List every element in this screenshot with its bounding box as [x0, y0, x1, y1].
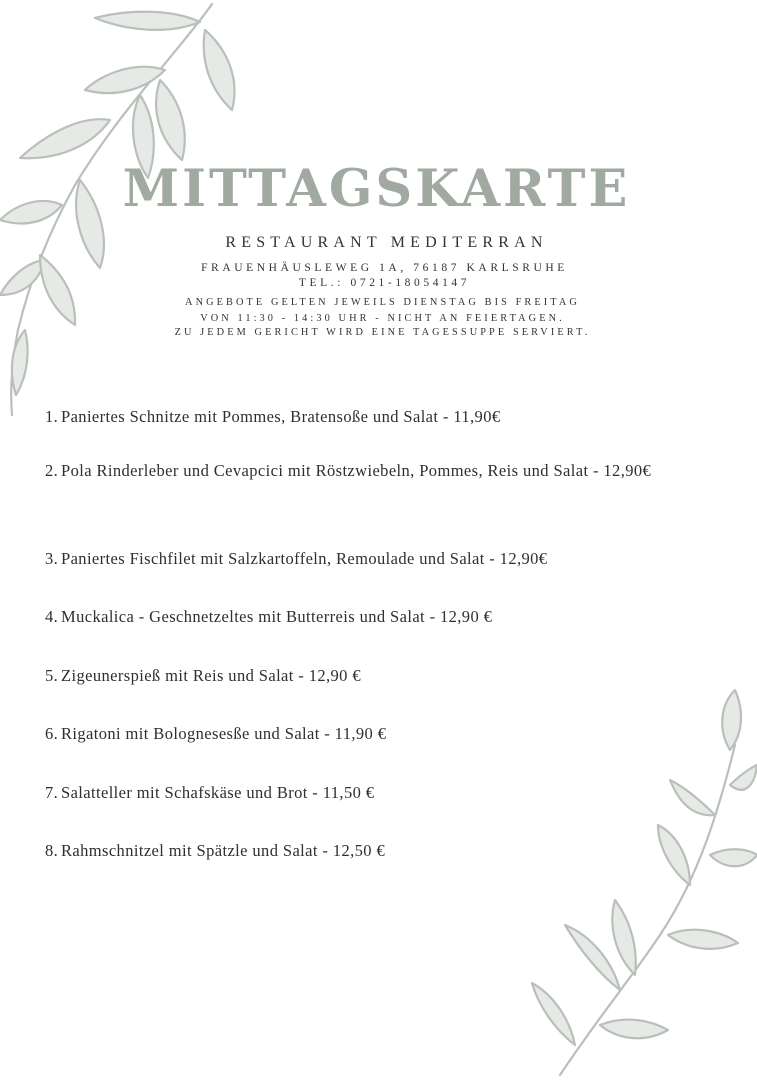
offer-notice-line-2: VON 11:30 - 14:30 UHR - NICHT AN FEIERTAGEN.	[200, 313, 565, 324]
menu-item-number: 4.	[45, 607, 59, 626]
menu-item	[45, 835, 725, 867]
menu-item-number: 8.	[45, 841, 59, 860]
offer-notice-line-3: ZU JEDEM GERICHT WIRD EINE TAGESSUPPE SERVIERT.	[174, 327, 591, 338]
menu-item-number: 2.	[45, 461, 59, 480]
menu-item-number: 6.	[45, 724, 59, 743]
menu-item-text: Rahmschnitzel mit Spätzle und Salat - 12,50 €	[61, 841, 386, 860]
menu-item-text: Zigeunerspieß mit Reis und Salat - 12,90 €	[61, 666, 362, 685]
menu-item-text: Paniertes Schnitze mit Pommes, Bratensoße und Salat - 11,90€	[61, 407, 501, 426]
page-title: MITTAGSKARTE	[122, 159, 631, 219]
restaurant-name: RESTAURANT MEDITERRAN	[225, 234, 548, 251]
menu-item-text: Muckalica - Geschnetzeltes mit Butterreis und Salat - 12,90 €	[61, 607, 493, 626]
menu-item-text: Rigatoni mit Bolognesesße und Salat - 11,90 €	[61, 724, 387, 743]
offer-notice-line-1: ANGEBOTE GELTEN JEWEILS DIENSTAG BIS FREITAG	[185, 297, 580, 308]
menu-item-text: Salatteller mit Schafskäse und Brot - 11,50 €	[61, 783, 375, 802]
menu-item	[45, 455, 725, 487]
menu-item-number: 7.	[45, 783, 59, 802]
menu-item	[45, 660, 725, 692]
menu-item-number: 3.	[45, 549, 59, 568]
menu-item	[45, 401, 725, 433]
menu-item	[45, 543, 725, 575]
menu-item-number: 1.	[45, 407, 59, 426]
menu-item	[45, 718, 725, 750]
menu-item-text: Pola Rinderleber und Cevapcici mit Röstzwiebeln, Pommes, Reis und Salat - 12,90€	[61, 461, 652, 480]
menu-item	[45, 601, 725, 633]
menu-item	[45, 777, 725, 809]
restaurant-phone: TEL.: 0721-18054147	[298, 277, 471, 289]
menu-item-text: Paniertes Fischfilet mit Salzkartoffeln, Remoulade und Salat - 12,90€	[61, 549, 548, 568]
menu-item-number: 5.	[45, 666, 59, 685]
restaurant-address: FRAUENHÄUSLEWEG 1A, 76187 KARLSRUHE	[201, 262, 568, 274]
